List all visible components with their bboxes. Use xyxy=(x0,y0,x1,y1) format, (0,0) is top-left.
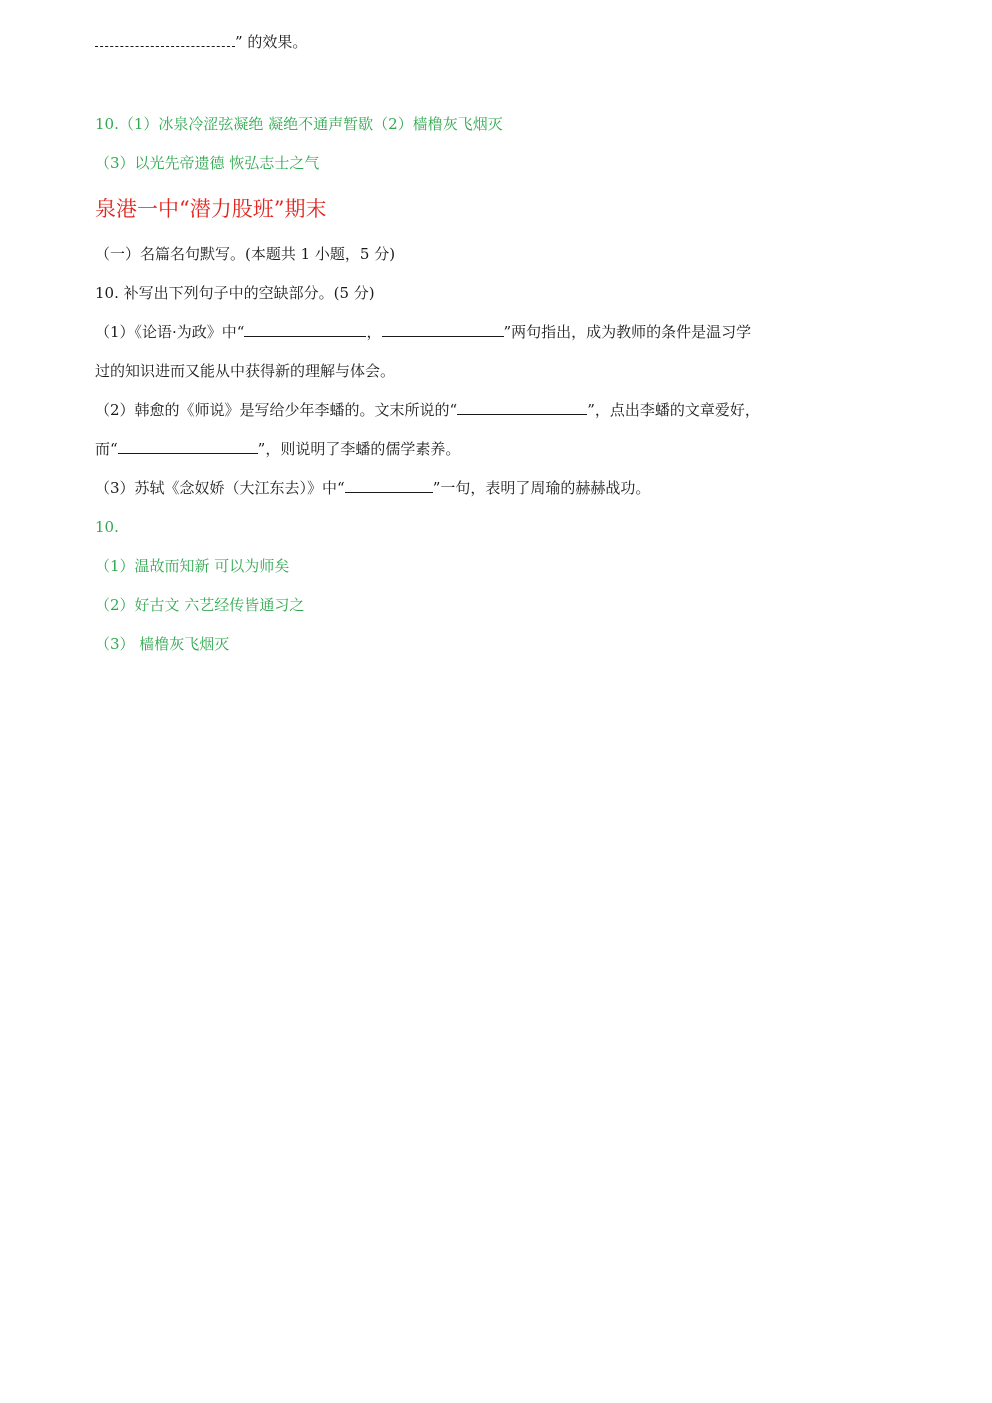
q1-text-b: ”两句指出，成为教师的条件是温习学 xyxy=(503,323,752,341)
answer-number: 10. xyxy=(95,518,119,536)
question-2-line-2 xyxy=(95,438,460,460)
prev-answer-line-2: （3）以光先帝遗德 恢弘志士之气 xyxy=(95,154,320,172)
question-stem: 10. 补写出下列句子中的空缺部分。(5 分) xyxy=(95,284,375,302)
fill-blank xyxy=(95,31,235,47)
question-1-line-2: 过的知识进而又能从中获得新的理解与体会。 xyxy=(95,362,396,380)
fill-blank xyxy=(244,321,366,337)
answer-2: （2）好古文 六艺经传皆通习之 xyxy=(95,596,305,614)
q1-separator: ， xyxy=(366,323,382,341)
fragment-tail: ” 的效果。 xyxy=(235,33,308,51)
prev-question-fragment xyxy=(95,31,307,53)
answer-1: （1）温故而知新 可以为师矣 xyxy=(95,557,290,575)
prev-answer-line-1: 10.（1）冰泉冷涩弦凝绝 凝绝不通声暂歇（2）樯橹灰飞烟灭 xyxy=(95,115,503,133)
q3-text-b: ”一句，表明了周瑜的赫赫战功。 xyxy=(432,479,651,497)
q2-text-c: 而“ xyxy=(95,440,118,458)
fill-blank xyxy=(118,438,258,454)
q1-text-a: （1）《论语·为政》中“ xyxy=(95,323,245,341)
section-intro: （一）名篇名句默写。(本题共 1 小题，5 分) xyxy=(95,245,396,263)
q2-text-b: ”，点出李蟠的文章爱好， xyxy=(587,401,760,419)
answer-3: （3） 樯橹灰飞烟灭 xyxy=(95,635,230,653)
q2-text-a: （2）韩愈的《师说》是写给少年李蟠的。文末所说的“ xyxy=(95,401,458,419)
section-title: 泉港一中“潜力股班”期末 xyxy=(95,197,327,221)
q2-text-d: ”，则说明了李蟠的儒学素养。 xyxy=(257,440,461,458)
fill-blank xyxy=(457,399,587,415)
fill-blank xyxy=(345,477,433,493)
q3-text-a: （3）苏轼《念奴娇（大江东去）》中“ xyxy=(95,479,345,497)
fill-blank xyxy=(382,321,504,337)
question-1-line-1 xyxy=(95,321,751,343)
question-3-line xyxy=(95,477,650,499)
question-2-line-1 xyxy=(95,399,760,421)
